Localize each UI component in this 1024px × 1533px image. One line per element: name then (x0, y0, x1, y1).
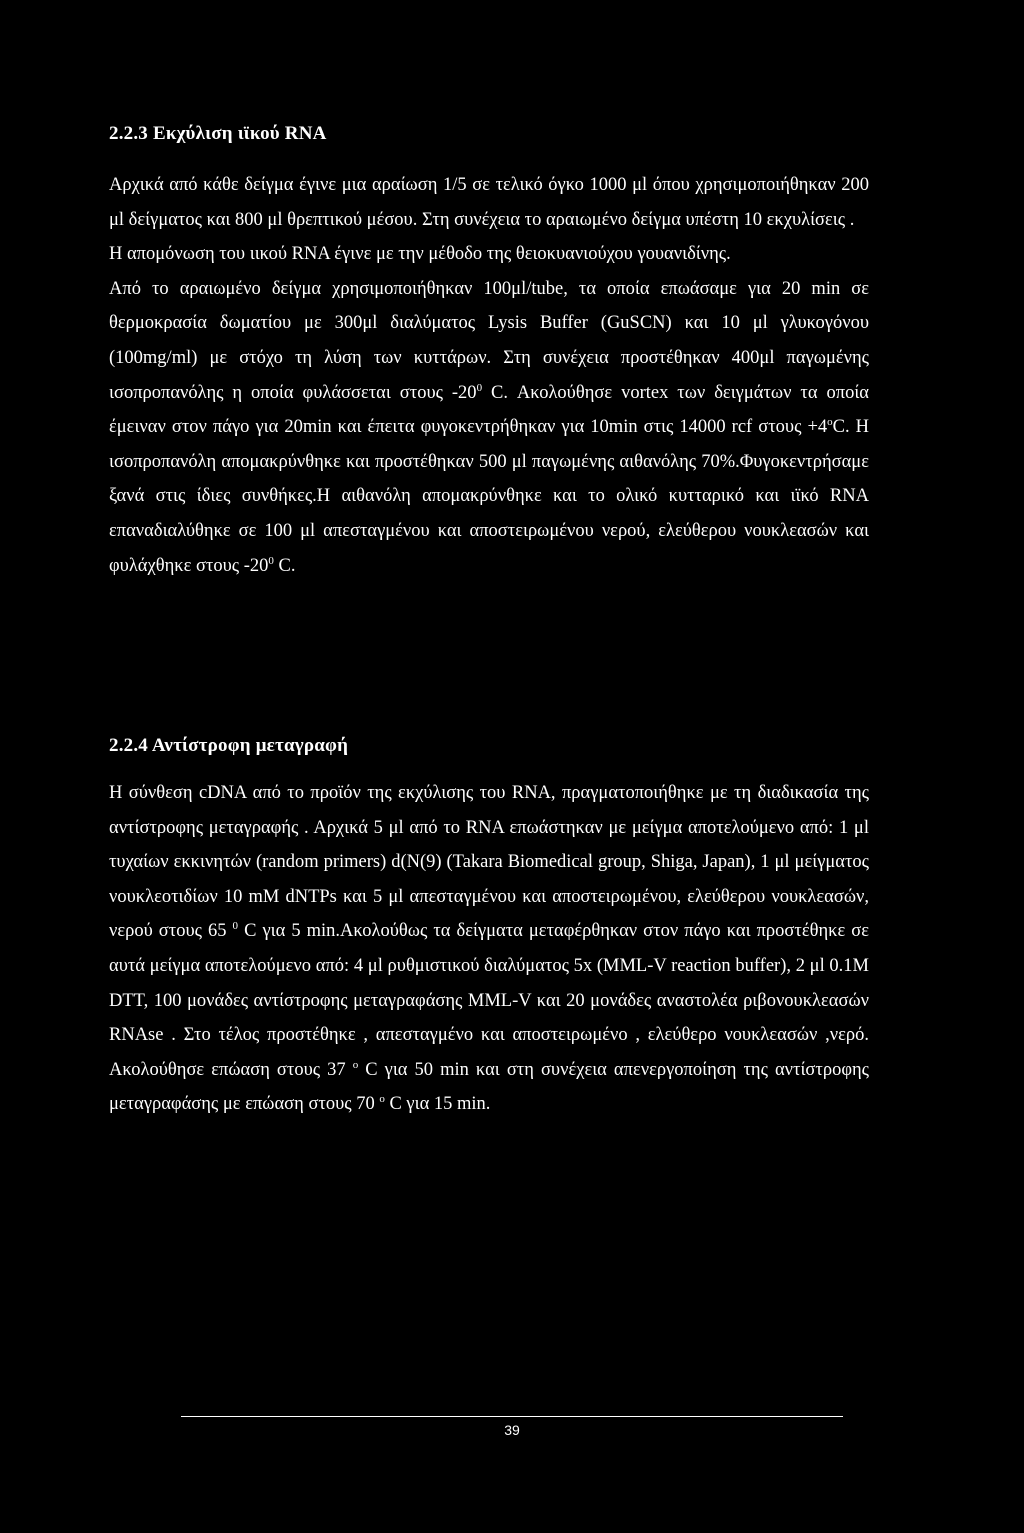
paragraph-dilution-text: Αρχικά από κάθε δείγμα έγινε μια αραίωση 1/5 σε τελικό όγκο 1000 μl όπου χρησιμοποιήθηκαν 200 μl δείγματος και 800 μl θρεπτικού μέσου. Στη συνέχεια το αραιωμένο δείγμα υπέστη 10 εκχυλίσεις . (109, 175, 869, 230)
superscript-degree-6: o (379, 1093, 385, 1106)
paragraph-isolation-method (109, 237, 869, 272)
footer-divider (181, 1416, 843, 1417)
section-heading-extraction: 2.2.3 Εκχύλιση ιϊκού RNA (109, 123, 327, 144)
rt-text-part-1: Η σύνθεση cDNA από το προϊόν της εκχύλισης του RNA, πραγματοποιήθηκε με τη διαδικασία της αντίστροφης μεταγραφής . Αρχικά 5 μl από το RNA επωάστηκαν με μείγμα αποτελούμενο από: 1 μl τυχαίων εκκινητών (random primers) d(N(9) (Takara Biomedical group, Shiga, Japan), 1 μl μείγματος νουκλεοτιδίων 10 mM dNTPs και 5 μl απεσταγμένου και αποστειρωμένου, ελεύθερου νουκλεασών, νερού στους 65 (109, 783, 869, 942)
protocol-text-part-2: C. Ακολούθησε vortex των δειγμάτων τα οποία έμειναν στον πάγο για 20min και έπειτα φυγοκεντρήθηκαν για 10min στις 14000 rcf στους +4 (109, 382, 869, 438)
protocol-text-part-1: Από το αραιωμένο δείγμα χρησιμοποιήθηκαν 100μl/tube, τα οποία επωάσαμε για 20 min σε θερμοκρασία δωματίου με 300μl διαλύματος Lysis Buffer (GuSCN) και 10 μl γλυκογόνου (100mg/ml) με στόχο τη λύση των κυττάρων. Στη συνέχεια προστέθηκαν 400μl παγωμένης ισοπροπανόλης η οποία φυλάσσεται στους -20 (109, 278, 869, 403)
rt-text-part-4: C για 15 min. (384, 1094, 491, 1115)
paragraph-reverse-transcription (109, 776, 869, 1122)
superscript-degree-2: o (827, 416, 833, 428)
protocol-text-part-3: C. Η ισοπροπανόλη απομακρύνθηκε και προστέθηκαν 500 μl παγωμένης αιθανόλης 70%.Φυγοκεντρήσαμε ξανά στις ίδιες συνθήκες.Η αιθανόλη απομακρύνθηκε και το ολικό κυτταρικό και ιϊκό RNA επαναδιαλύθηκε σε 100 μl απεσταγμένου και αποστειρωμένου νερού, ελεύθερου νουκλεασών και φυλάχθηκε στους -20 (109, 417, 869, 576)
protocol-text-part-4: C. (273, 555, 296, 576)
section-heading-reverse-transcription: 2.2.4 Αντίστροφη μεταγραφή (109, 735, 349, 756)
paragraph-dilution (109, 168, 869, 237)
rt-text-part-2: C για 5 min.Ακολούθως τα δείγματα μεταφέρθηκαν στον πάγο και προστέθηκε σε αυτά μείγμα αποτελούμενο από: 4 μl ρυθμιστικού διαλύματος 5x (MML-V reaction buffer), 2 μl 0.1M DTT, 100 μονάδες αντίστροφης μεταγραφάσης MML-V και 20 μονάδες αναστολέα ριβονουκλεασών RNAse . Στο τέλος προστέθηκε , απεσταγμένο και αποστειρωμένο , ελεύθερο νουκλεασών ,νερό. Ακολούθησε επώαση στους 37 (109, 921, 869, 1080)
rt-text-part-3: C για 50 min και στη συνέχεια απενεργοποίηση της αντίστροφης μεταγραφάσης με επώαση στους 70 (109, 1059, 869, 1115)
paragraph-isolation-text: Η απομόνωση του ιικού RNA έγινε με την μέθοδο της θειοκυανιούχου γουανιδίνης. (109, 244, 731, 265)
page-number: 39 (504, 1422, 520, 1438)
superscript-degree-1: 0 (476, 381, 483, 394)
superscript-degree-5: o (352, 1058, 359, 1071)
section-reverse-transcription (109, 730, 869, 1122)
superscript-degree-3: 0 (268, 554, 274, 567)
document-page (109, 118, 869, 1115)
superscript-degree-4: 0 (232, 920, 239, 933)
section-extraction (109, 118, 869, 583)
paragraph-extraction-protocol (109, 272, 869, 583)
